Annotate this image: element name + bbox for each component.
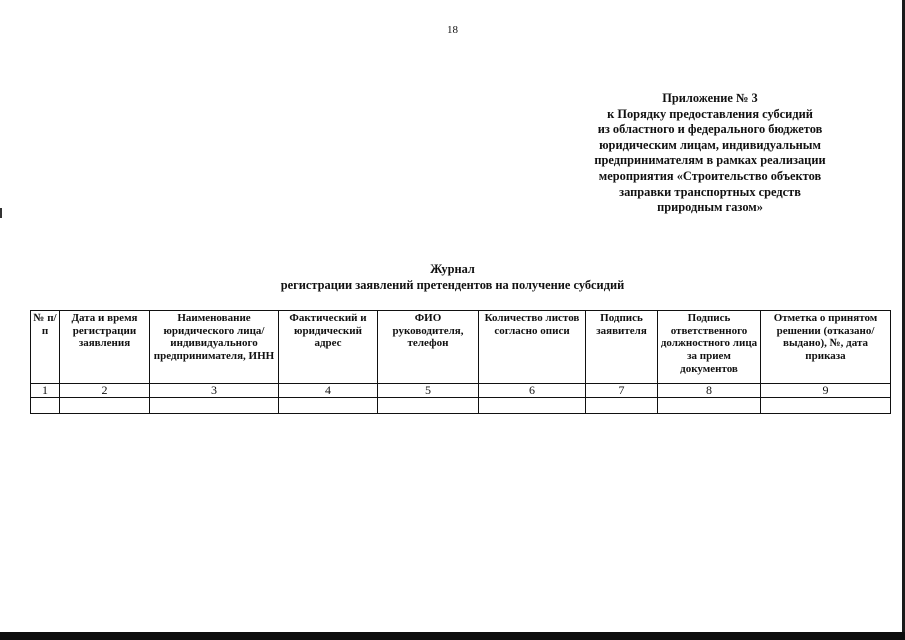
empty-cell	[31, 398, 60, 414]
column-number-cell: 8	[658, 384, 761, 398]
table-header-cell: Дата и время регистрации заявления	[60, 311, 150, 384]
appendix-line: заправки транспортных средств	[619, 184, 801, 199]
table-header-cell: Количество листов согласно описи	[479, 311, 586, 384]
empty-cell	[279, 398, 378, 414]
page-number: 18	[447, 24, 458, 36]
appendix-line: Приложение № 3	[662, 91, 758, 105]
column-number-cell: 1	[31, 384, 60, 398]
table-header-cell: ФИО руководителя, телефон	[378, 311, 479, 384]
column-number-cell: 5	[378, 384, 479, 398]
registration-table	[30, 310, 891, 414]
appendix-line: к Порядку предоставления субсидий	[607, 106, 813, 121]
empty-cell	[150, 398, 279, 414]
appendix-line: мероприятия «Строительство объектов	[598, 168, 822, 183]
appendix-block	[560, 91, 860, 216]
appendix-line: предпринимателям в рамках реализации	[594, 153, 826, 168]
table-header-row	[31, 311, 891, 384]
column-number-cell: 2	[60, 384, 150, 398]
table-header-cell: Фактический и юридический адрес	[279, 311, 378, 384]
scan-edge-mark	[0, 208, 2, 218]
table-header-cell: Подпись ответственного должностного лица за прием документов	[658, 311, 761, 384]
table-header-cell: № п/п	[31, 311, 60, 384]
empty-cell	[761, 398, 891, 414]
table-header-cell: Отметка о принятом решении (отказано/выдано), №, дата приказа	[761, 311, 891, 384]
appendix-line: природным газом»	[657, 200, 763, 215]
empty-cell	[378, 398, 479, 414]
scan-bottom-edge	[0, 632, 905, 640]
appendix-line: из областного и федерального бюджетов	[597, 122, 823, 137]
empty-cell	[479, 398, 586, 414]
column-number-cell: 3	[150, 384, 279, 398]
appendix-line: юридическим лицам, индивидуальным	[599, 137, 821, 152]
journal-title: Журнал	[430, 262, 475, 276]
table-header-cell: Наименование юридического лица/ индивидуального предпринимателя, ИНН	[150, 311, 279, 384]
table-number-row	[31, 384, 891, 398]
column-number-cell: 4	[279, 384, 378, 398]
table-header-cell: Подпись заявителя	[586, 311, 658, 384]
column-number-cell: 6	[479, 384, 586, 398]
column-number-cell: 9	[761, 384, 891, 398]
table-empty-row	[31, 398, 891, 414]
empty-cell	[60, 398, 150, 414]
journal-subtitle: регистрации заявлений претендентов на получение субсидий	[280, 278, 625, 292]
column-number-cell: 7	[586, 384, 658, 398]
empty-cell	[658, 398, 761, 414]
empty-cell	[586, 398, 658, 414]
